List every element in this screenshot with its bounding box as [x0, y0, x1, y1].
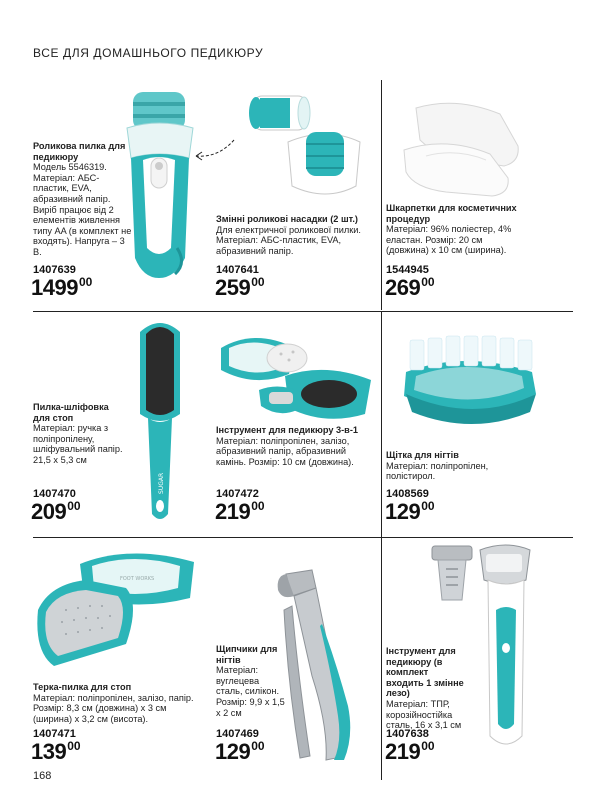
product-price — [31, 739, 81, 765]
product-rollers-text — [216, 214, 366, 256]
product-price — [215, 739, 265, 765]
product-desc: Для електричної роликової пилки. Матеріал: АБС-пластик, EVA, абразивний папір. — [216, 224, 361, 256]
price-main: 209 — [31, 499, 67, 524]
product-desc: Матеріал: ТПР, корозійностійка сталь, 16 x 3,1 см — [386, 698, 462, 731]
divider-vertical-middle — [381, 312, 382, 537]
product-callus-text — [386, 646, 468, 731]
product-nail-brush-text — [386, 450, 516, 482]
price-cents: 00 — [421, 275, 435, 289]
price-cents: 00 — [251, 739, 265, 753]
product-desc: Матеріал: 96% поліестер, 4% еластан. Розмір: 20 см (довжина) x 10 см (ширина). — [386, 224, 512, 256]
price-cents: 00 — [67, 499, 81, 513]
nail-brush-image — [396, 332, 546, 432]
price-main: 1499 — [31, 275, 78, 300]
price-cents: 00 — [421, 739, 435, 753]
price-cents: 00 — [78, 275, 93, 289]
divider-vertical-bottom — [381, 538, 382, 780]
product-name: Щітка для нігтів — [386, 450, 459, 460]
product-name: Щипчики для нігтів — [216, 644, 278, 665]
product-name: Інструмент для педикюру 3-в-1 — [216, 425, 359, 435]
socks-image — [396, 96, 526, 198]
product-price — [31, 499, 81, 525]
product-desc: Матеріал: поліпропілен, полістирол. — [386, 460, 489, 482]
product-desc: Модель 5546319. Матеріал: АБС-пластик, EVA, абразивний папір. Виріб працює від 2 елементів живлення типу AA (в комплект не входять). Напруга – 3 В. — [33, 162, 132, 257]
file-brand-text: SUGAR — [158, 472, 165, 494]
price-main: 269 — [385, 275, 421, 300]
page-title: ВСЕ ДЛЯ ДОМАШНЬОГО ПЕДИКЮРУ — [33, 46, 264, 60]
product-name: Шкарпетки для косметичних процедур — [386, 203, 517, 224]
dashed-arrow-icon — [188, 136, 238, 166]
product-roller-file-text — [33, 141, 133, 258]
product-socks-text — [386, 203, 521, 256]
foot-file-image — [132, 318, 188, 524]
product-code: 1407638 — [386, 728, 429, 740]
product-code: 1407471 — [33, 728, 76, 740]
pedicure-tool-3in1-image — [215, 318, 377, 420]
product-name: Інструмент для педикюру (в комплект входить 1 змінне лезо) — [386, 646, 464, 699]
product-name: Терка-пилка для стоп — [33, 682, 132, 692]
buffer-brand-text: FOOT WORKS — [120, 576, 155, 582]
price-main: 129 — [215, 739, 251, 764]
product-price — [385, 499, 435, 525]
price-main: 259 — [215, 275, 251, 300]
price-main: 139 — [31, 739, 67, 764]
divider-horizontal-1 — [33, 311, 573, 312]
product-name: Роликова пилка для педикюру — [33, 141, 126, 162]
price-main: 219 — [215, 499, 251, 524]
product-clippers-text — [216, 644, 288, 718]
product-desc: Матеріал: ручка з поліпропілену, шліфувальний папір. 21,5 x 5,3 см — [33, 423, 123, 465]
product-desc: Матеріал: вуглецева сталь, силікон. Розмір: 9,9 x 1,5 x 2 см — [216, 665, 285, 718]
product-code: 1407469 — [216, 728, 259, 740]
product-grater-text — [33, 682, 203, 724]
price-main: 219 — [385, 739, 421, 764]
product-name: Пилка-шліфовка для стоп — [33, 402, 109, 423]
product-code: 1544945 — [386, 264, 429, 276]
price-main: 129 — [385, 499, 421, 524]
product-price — [385, 275, 435, 301]
product-price — [215, 499, 265, 525]
product-code: 1407472 — [216, 488, 259, 500]
price-cents: 00 — [421, 499, 435, 513]
divider-horizontal-2 — [33, 537, 573, 538]
product-code: 1407641 — [216, 264, 259, 276]
page-number: 168 — [33, 770, 52, 782]
price-cents: 00 — [251, 275, 265, 289]
grater-file-image — [30, 544, 200, 674]
divider-vertical-top — [381, 80, 382, 310]
product-3in1-text — [216, 425, 371, 467]
price-cents: 00 — [251, 499, 265, 513]
product-foot-file-text — [33, 402, 128, 466]
product-price — [385, 739, 435, 765]
product-code: 1407639 — [33, 264, 76, 276]
replacement-rollers-image — [244, 86, 366, 204]
product-desc: Матеріал: поліпропілен, залізо, абразивний папір, абразивний камінь. Розмір: 10 см (довжина). — [216, 435, 354, 467]
price-cents: 00 — [67, 739, 81, 753]
product-name: Змінні роликові насадки (2 шт.) — [216, 214, 358, 224]
product-price — [31, 275, 92, 301]
product-price — [215, 275, 265, 301]
product-desc: Матеріал: поліпропілен, залізо, папір. Розмір: 8,3 см (довжина) x 3 см (ширина) x 3,2 см (висота). — [33, 692, 194, 724]
product-code: 1407470 — [33, 488, 76, 500]
product-code: 1408569 — [386, 488, 429, 500]
